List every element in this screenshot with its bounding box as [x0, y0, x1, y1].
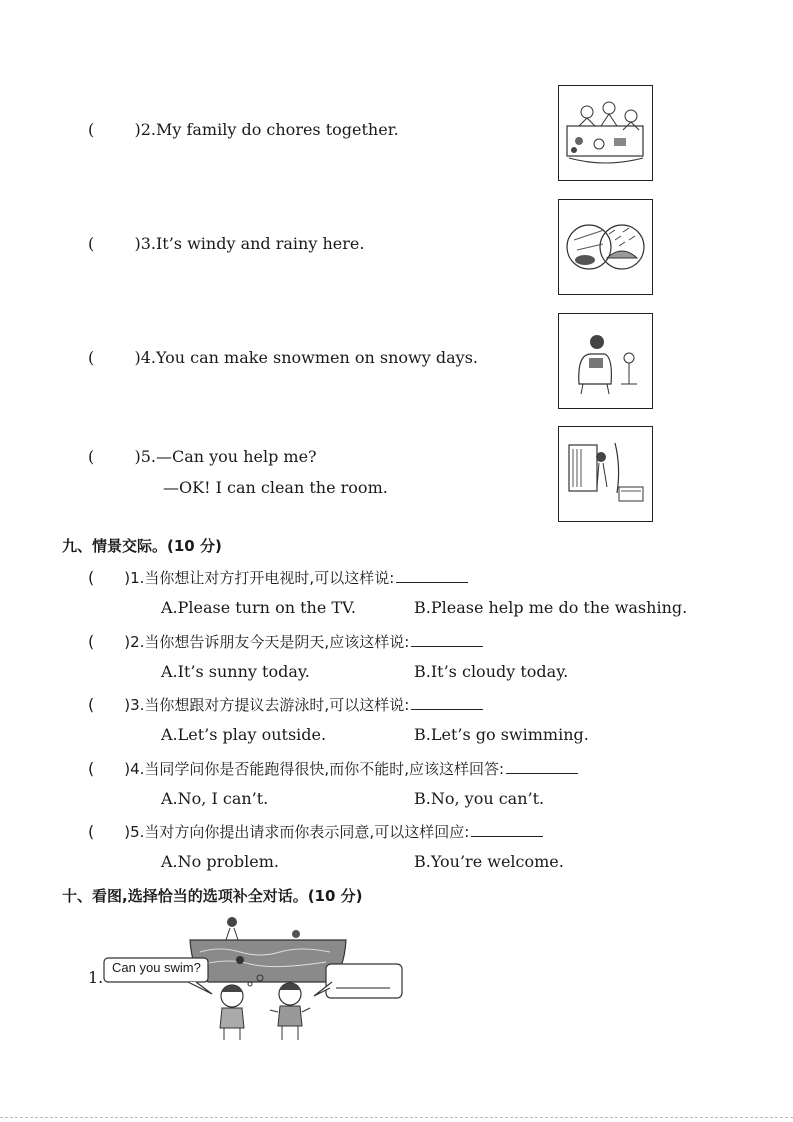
- answer-paren-open: (: [88, 568, 95, 587]
- question-prompt: 当对方向你提出请求而你表示同意,可以这样回应:: [144, 823, 470, 841]
- answer-paren-close: ): [134, 234, 141, 253]
- girl-reading-picture: [558, 313, 653, 409]
- question-prompt: 当你想告诉朋友今天是阴天,应该这样说:: [144, 633, 410, 651]
- question-text-line-2: —OK! I can clean the room.: [163, 478, 388, 497]
- swimming-dialogue-illustration: [100, 912, 410, 1042]
- dialogue-item-number: 1.: [88, 968, 104, 987]
- page-bottom-edge: [0, 1117, 793, 1120]
- girl-reading-illustration: [559, 314, 652, 408]
- option-b-5: B.You’re welcome.: [414, 852, 564, 871]
- family-picnic-picture: [558, 85, 653, 181]
- answer-line[interactable]: [411, 632, 483, 647]
- question-prompt: 当你想跟对方提议去游泳时,可以这样说:: [144, 696, 410, 714]
- question-number: 2.: [140, 120, 156, 139]
- situation-question-1: [88, 567, 468, 588]
- question-text: It’s windy and rainy here.: [155, 234, 365, 253]
- question-number: 5.: [140, 447, 156, 466]
- option-a-3: A.Let’s play outside.: [161, 725, 327, 744]
- option-b-3: B.Let’s go swimming.: [414, 725, 589, 744]
- option-a-2: A.It’s sunny today.: [161, 662, 310, 681]
- answer-paren-close: ): [134, 447, 141, 466]
- question-number: )3.: [124, 696, 145, 714]
- option-a-1: A.Please turn on the TV.: [161, 598, 356, 617]
- answer-paren-open: (: [88, 695, 95, 714]
- option-b-1: B.Please help me do the washing.: [414, 598, 688, 617]
- question-number: 4.: [140, 348, 156, 367]
- swimming-dialogue-picture: [100, 912, 410, 1042]
- answer-paren-close: ): [134, 120, 141, 139]
- rainy-weather-illustration: [559, 200, 652, 294]
- situation-question-5: [88, 821, 543, 842]
- question-prompt: 当你想让对方打开电视时,可以这样说:: [144, 569, 395, 587]
- answer-paren-open: (: [88, 822, 95, 841]
- rainy-weather-picture: [558, 199, 653, 295]
- question-number: )1.: [124, 569, 145, 587]
- answer-paren-open: (: [88, 348, 95, 367]
- question-number: 3.: [140, 234, 156, 253]
- question-number: )4.: [124, 760, 145, 778]
- option-b-2: B.It’s cloudy today.: [414, 662, 569, 681]
- question-text: My family do chores together.: [155, 120, 399, 139]
- option-a-4: A.No, I can’t.: [161, 789, 269, 808]
- question-row-4: [88, 348, 478, 367]
- speech-bubble-text: Can you swim?: [112, 960, 201, 975]
- answer-paren-open: (: [88, 759, 95, 778]
- answer-paren-open: (: [88, 120, 95, 139]
- answer-paren-open: (: [88, 447, 95, 466]
- option-b-4: B.No, you can’t.: [414, 789, 545, 808]
- question-text: You can make snowmen on snowy days.: [155, 348, 478, 367]
- question-number: )5.: [124, 823, 145, 841]
- question-row-2: [88, 120, 399, 139]
- section-10-title: 十、看图,选择恰当的选项补全对话。(10 分): [62, 887, 363, 905]
- situation-question-4: [88, 758, 578, 779]
- answer-paren-close: ): [134, 348, 141, 367]
- answer-line[interactable]: [411, 695, 483, 710]
- question-number: )2.: [124, 633, 145, 651]
- option-a-5: A.No problem.: [161, 852, 279, 871]
- answer-line[interactable]: [396, 568, 468, 583]
- question-row-3: [88, 234, 364, 253]
- window-cleaning-illustration: [559, 427, 652, 521]
- question-row-5: [88, 447, 317, 466]
- situation-question-3: [88, 694, 483, 715]
- answer-line[interactable]: [471, 822, 543, 837]
- question-text: —Can you help me?: [155, 447, 317, 466]
- family-picnic-illustration: [559, 86, 652, 180]
- situation-question-2: [88, 631, 483, 652]
- answer-line[interactable]: [506, 759, 578, 774]
- question-prompt: 当同学问你是否能跑得很快,而你不能时,应该这样回答:: [144, 760, 505, 778]
- section-9-title: 九、情景交际。(10 分): [62, 537, 222, 555]
- answer-paren-open: (: [88, 234, 95, 253]
- answer-paren-open: (: [88, 632, 95, 651]
- window-cleaning-picture: [558, 426, 653, 522]
